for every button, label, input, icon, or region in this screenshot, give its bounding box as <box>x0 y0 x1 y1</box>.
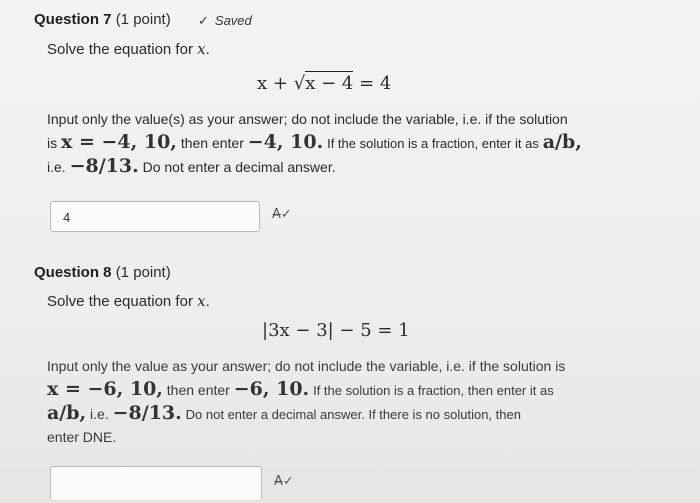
answer-value: 4 <box>63 210 71 225</box>
instr-line-1: Input only the value(s) as your answer; do not include the variable, i.e. if the solution <box>47 111 568 127</box>
instr-line-1: Input only the value as your answer; do not include the variable, i.e. if the solution is <box>47 358 566 374</box>
example-solution: x = −4, 10, <box>61 131 177 153</box>
fraction-format: a/b, <box>47 402 87 424</box>
prompt-text: Solve the equation for <box>47 41 193 58</box>
question-8-instructions <box>47 355 667 449</box>
question-8-answer-input[interactable] <box>50 466 262 500</box>
eq-rhs: = 4 <box>359 73 392 94</box>
eq-plus: + <box>272 73 288 94</box>
question-7-header <box>34 11 171 28</box>
question-8-header <box>34 264 171 281</box>
instr-line-3: a/b, i.e. −8/13. Do not enter a decimal answer. If there is no solution, then <box>47 402 521 424</box>
prompt-variable: x <box>197 292 206 310</box>
question-8-title: Question 8 <box>34 264 112 281</box>
equation-text: |3x − 3| − 5 = 1 <box>262 320 410 341</box>
sqrt-body: x − 4 <box>305 73 354 94</box>
question-7-title: Question 7 <box>34 11 112 28</box>
question-7-equation <box>257 73 391 94</box>
question-7-points: (1 point) <box>115 11 171 28</box>
fraction-format: a/b, <box>542 131 582 153</box>
fraction-example: −8/13. <box>69 155 139 177</box>
fraction-example: −8/13. <box>112 402 182 424</box>
instr-line-3: i.e. −8/13. Do not enter a decimal answer. <box>47 155 336 177</box>
question-7-answer-input[interactable] <box>50 201 260 232</box>
question-7-prompt: Solve the equation for x. <box>47 40 210 58</box>
eq-x: x <box>257 73 268 94</box>
spellcheck-icon[interactable]: A̶✓ <box>274 474 294 489</box>
sqrt-sign: √ <box>293 73 306 94</box>
instr-line-2: x = −6, 10, then enter −6, 10. If the solution is a fraction, then enter it as <box>47 378 554 400</box>
prompt-text: Solve the equation for <box>47 293 193 310</box>
prompt-variable: x <box>197 40 206 58</box>
saved-label: Saved <box>214 13 252 28</box>
example-solution: x = −6, 10, <box>47 378 163 400</box>
question-7-instructions <box>47 108 667 179</box>
question-8-points: (1 point) <box>115 264 171 281</box>
example-entry: −4, 10. <box>247 131 324 153</box>
question-8-equation <box>262 320 410 341</box>
spellcheck-icon[interactable]: A̶✓ <box>272 207 292 222</box>
checkmark-icon: ✓ <box>198 13 209 28</box>
instr-line-2: is x = −4, 10, then enter −4, 10. If the solution is a fraction, enter it as a/b, <box>47 131 582 153</box>
question-8-prompt: Solve the equation for x. <box>47 292 210 310</box>
example-entry: −6, 10. <box>233 378 310 400</box>
saved-indicator <box>198 13 252 29</box>
instr-line-4: enter DNE. <box>47 429 117 445</box>
